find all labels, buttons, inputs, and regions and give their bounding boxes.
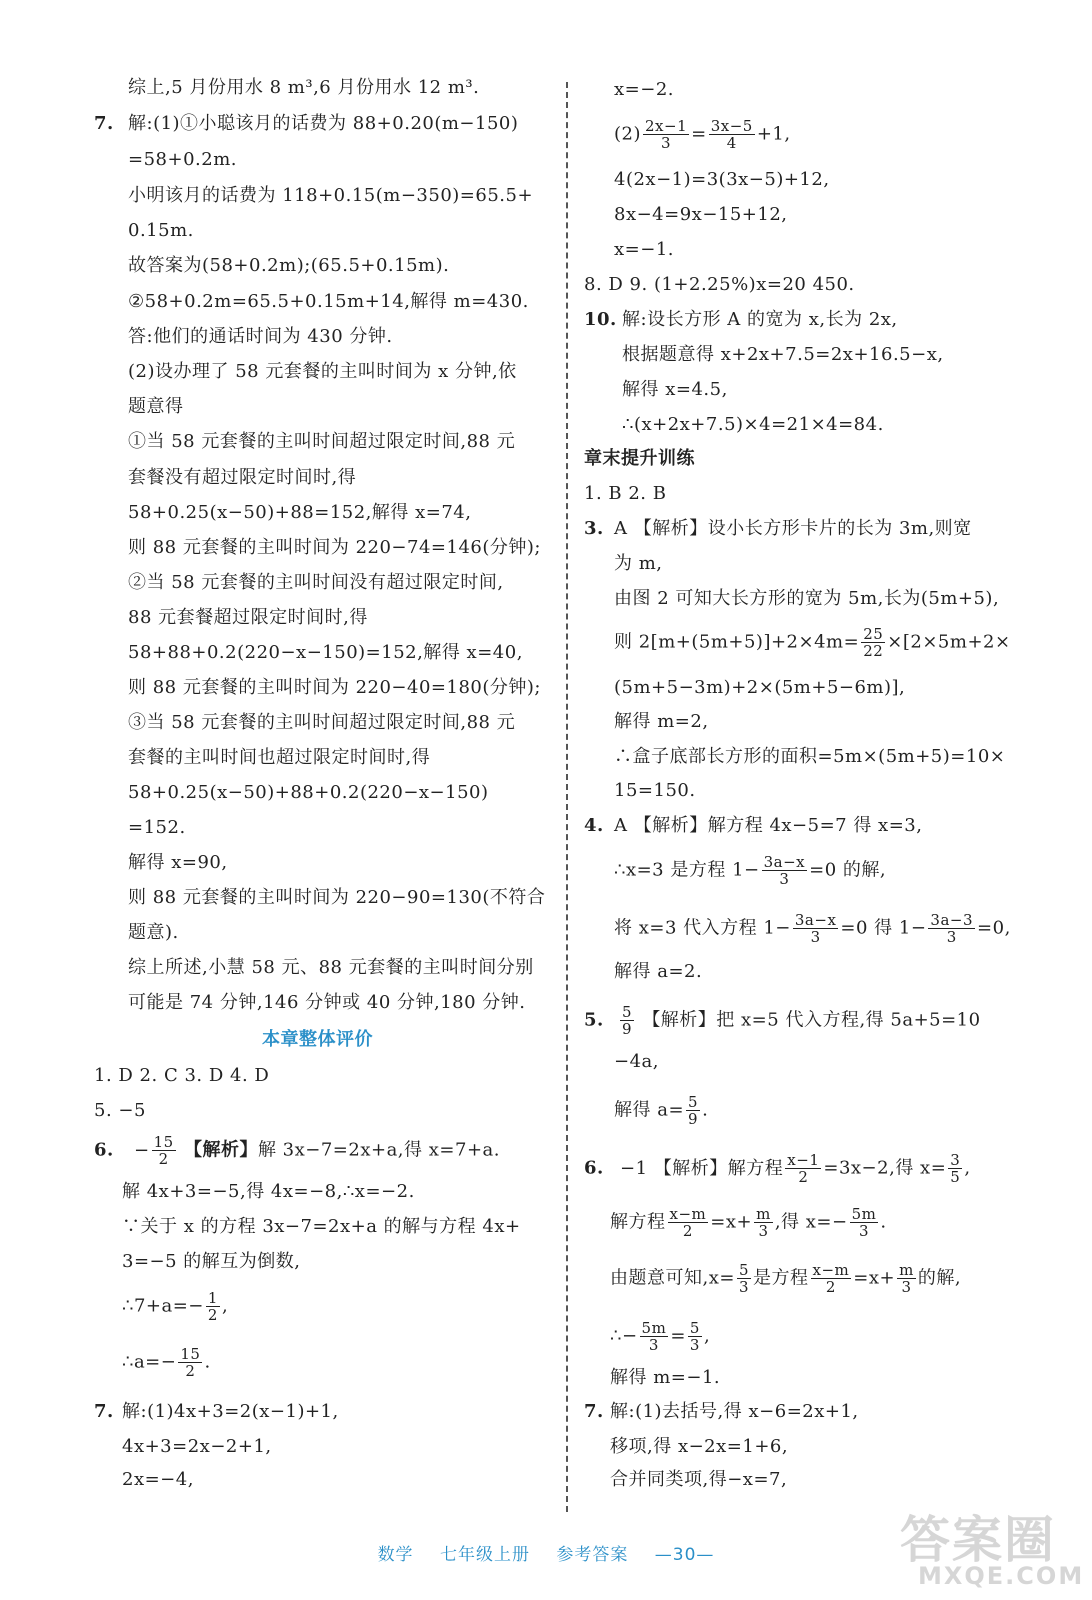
denominator: 3 bbox=[758, 1222, 769, 1240]
denominator: 3 bbox=[779, 870, 790, 888]
text-line: 15=150. bbox=[614, 780, 696, 801]
numerator: x−1 bbox=[787, 1151, 820, 1169]
text-line: 4x+3=2x−2+1, bbox=[122, 1436, 272, 1457]
text-line: 小明该月的话费为 118+0.15(m−350)=65.5+ bbox=[128, 185, 534, 206]
text-line: 题意). bbox=[128, 922, 179, 943]
fraction bbox=[861, 626, 885, 659]
equation-line bbox=[122, 1346, 211, 1379]
question-number: 5. bbox=[584, 1009, 604, 1031]
text: 的解, bbox=[917, 1267, 962, 1289]
text-line: 58+88+0.2(220−x−150)=152,解得 x=40, bbox=[128, 642, 523, 663]
text: 解得 a= bbox=[614, 1099, 685, 1121]
text: (2) bbox=[614, 123, 641, 145]
text: ∴7+a=− bbox=[122, 1295, 204, 1317]
text-line: (2)设办理了 58 元套餐的主叫时间为 x 分钟,依 bbox=[128, 361, 517, 382]
numerator: 3 bbox=[950, 1151, 961, 1169]
equation-line bbox=[610, 1206, 887, 1239]
answer-line: 1. B 2. B bbox=[584, 483, 667, 504]
text: , bbox=[964, 1157, 971, 1179]
fraction bbox=[688, 1320, 702, 1353]
text-line: −4a, bbox=[614, 1051, 659, 1072]
denominator: 3 bbox=[738, 1278, 750, 1296]
text: 解 3x−7=2x+a,得 x=7+a. bbox=[257, 1139, 500, 1161]
denominator: 22 bbox=[863, 642, 884, 660]
equation-line bbox=[610, 1262, 961, 1295]
equation-line bbox=[610, 1320, 710, 1353]
column-divider bbox=[566, 82, 568, 1512]
numerator: 3a−x bbox=[763, 853, 806, 871]
question-number: 6. bbox=[94, 1139, 114, 1161]
text-line: 由图 2 可知大长方形的宽为 5m,长为(5m+5), bbox=[614, 588, 1000, 609]
text: 【解析】把 x=5 代入方程,得 5a+5=10 bbox=[642, 1009, 981, 1031]
denominator: 2 bbox=[682, 1222, 693, 1240]
text: 由题意可知,x= bbox=[610, 1267, 735, 1289]
fraction bbox=[850, 1206, 879, 1239]
answer-line bbox=[94, 1134, 500, 1167]
page-number: —30— bbox=[654, 1545, 715, 1565]
denominator: 3 bbox=[810, 928, 821, 946]
text: ∴− bbox=[610, 1325, 638, 1347]
denominator: 3 bbox=[661, 134, 672, 152]
footer-subject: 数学 bbox=[377, 1545, 414, 1565]
text: = bbox=[691, 123, 707, 145]
equation-line bbox=[614, 854, 886, 887]
text: =0 得 1− bbox=[840, 917, 927, 939]
fraction bbox=[178, 1346, 202, 1379]
text: , bbox=[703, 1325, 711, 1347]
denominator: 3 bbox=[648, 1336, 659, 1354]
denominator: 2 bbox=[185, 1362, 196, 1380]
fraction bbox=[762, 854, 808, 887]
numerator: 25 bbox=[863, 625, 884, 643]
question-number: 6. bbox=[584, 1157, 604, 1179]
text-line: 为 m, bbox=[614, 553, 663, 574]
numerator: 1 bbox=[207, 1289, 218, 1307]
numerator: x−m bbox=[812, 1261, 850, 1279]
text-line: =152. bbox=[128, 817, 186, 838]
text-line: 根据题意得 x+2x+7.5=2x+16.5−x, bbox=[622, 344, 944, 365]
fraction bbox=[948, 1152, 962, 1185]
equation-line bbox=[614, 118, 791, 151]
text-line: 套餐的主叫时间也超过限定时间时,得 bbox=[128, 747, 431, 768]
denominator: 2 bbox=[158, 1150, 169, 1168]
text-line: 解:(1)①小聪该月的话费为 88+0.20(m−150) bbox=[128, 113, 519, 134]
text-line: 可能是 74 分钟,146 分钟或 40 分钟,180 分钟. bbox=[128, 992, 526, 1013]
numerator: 3x−5 bbox=[710, 117, 753, 135]
text: ,得 x=− bbox=[774, 1211, 848, 1233]
section-heading: 章末提升训练 bbox=[584, 448, 695, 469]
equation-line bbox=[614, 1094, 708, 1127]
text: 是方程 bbox=[753, 1267, 809, 1289]
text: . bbox=[702, 1099, 709, 1121]
text-line: A 【解析】解方程 4x−5=7 得 x=3, bbox=[614, 815, 923, 836]
answer-line: 8. D 9. (1+2.25%)x=20 450. bbox=[584, 274, 855, 295]
footer-grade: 七年级上册 bbox=[439, 1545, 530, 1565]
text-line: ②58+0.2m=65.5+0.15m+14,解得 m=430. bbox=[128, 291, 529, 312]
text-line: 解:(1)4x+3=2(x−1)+1, bbox=[122, 1401, 339, 1422]
text-line: 2x=−4, bbox=[122, 1469, 194, 1490]
numerator: 15 bbox=[153, 1133, 174, 1151]
text-line: 0.15m. bbox=[128, 220, 194, 241]
fraction bbox=[928, 912, 975, 945]
text-line: 移项,得 x−2x=1+6, bbox=[610, 1436, 789, 1457]
denominator: 2 bbox=[798, 1168, 809, 1186]
numerator: 3a−x bbox=[794, 911, 837, 929]
watermark-text: 答案圈 bbox=[900, 1511, 1056, 1569]
fraction bbox=[686, 1094, 700, 1127]
text: =x+ bbox=[710, 1211, 753, 1233]
text: =0 的解, bbox=[809, 859, 887, 881]
denominator: 4 bbox=[726, 134, 737, 152]
numerator: 2x−1 bbox=[645, 117, 688, 135]
numerator: 5 bbox=[688, 1093, 699, 1111]
text-line: 综上所述,小慧 58 元、88 元套餐的主叫时间分别 bbox=[128, 957, 534, 978]
fraction bbox=[640, 1320, 669, 1353]
question-number: 7. bbox=[94, 1401, 114, 1422]
text-line: x=−2. bbox=[614, 79, 674, 100]
equation-line bbox=[614, 626, 1011, 659]
text: ×[2×5m+2× bbox=[887, 631, 1011, 653]
text-line: 58+0.25(x−50)+88+0.2(220−x−150) bbox=[128, 782, 489, 803]
numerator: 15 bbox=[180, 1345, 201, 1363]
text-line: 合并同类项,得−x=7, bbox=[610, 1469, 788, 1490]
text-line: 则 88 元套餐的主叫时间为 220−40=180(分钟); bbox=[128, 677, 541, 698]
text-line: 则 88 元套餐的主叫时间为 220−74=146(分钟); bbox=[128, 537, 541, 558]
text: . bbox=[880, 1211, 887, 1233]
fraction bbox=[643, 118, 689, 151]
numerator: x−m bbox=[669, 1205, 707, 1223]
numerator: m bbox=[756, 1205, 771, 1223]
fraction bbox=[668, 1206, 709, 1239]
text: , bbox=[221, 1295, 229, 1317]
denominator: 9 bbox=[688, 1110, 699, 1128]
denominator: 3 bbox=[901, 1278, 912, 1296]
fraction bbox=[620, 1004, 634, 1037]
text-line: 解 4x+3=−5,得 4x=−8,∴x=−2. bbox=[122, 1181, 415, 1202]
watermark-url: MXQE.COM bbox=[918, 1562, 1085, 1590]
text-line: 解得 x=90, bbox=[128, 852, 228, 873]
numerator: 5 bbox=[622, 1003, 633, 1021]
fraction bbox=[793, 912, 839, 945]
text-line: ③当 58 元套餐的主叫时间超过限定时间,88 元 bbox=[128, 712, 516, 733]
text-line: A 【解析】设小长方形卡片的长为 3m,则宽 bbox=[614, 518, 972, 539]
text-line: 解得 x=4.5, bbox=[622, 379, 728, 400]
equation-line bbox=[614, 912, 1011, 945]
text: ∴a=− bbox=[122, 1351, 177, 1373]
denominator: 5 bbox=[950, 1168, 961, 1186]
text: −1 【解析】解方程 bbox=[620, 1157, 784, 1179]
text-line: 解:(1)去括号,得 x−6=2x+1, bbox=[610, 1401, 859, 1422]
fraction bbox=[709, 118, 755, 151]
fraction bbox=[897, 1262, 916, 1295]
text-line: ∴盒子底部长方形的面积=5m×(5m+5)=10× bbox=[614, 746, 1006, 767]
numerator: 5 bbox=[738, 1261, 750, 1279]
text-line: 题意得 bbox=[128, 396, 184, 417]
text-line: 4(2x−1)=3(3x−5)+12, bbox=[614, 169, 830, 190]
section-heading: 本章整体评价 bbox=[262, 1029, 373, 1050]
text-line: 8x−4=9x−15+12, bbox=[614, 204, 788, 225]
numerator: 5m bbox=[641, 1319, 667, 1337]
text: 则 2[m+(5m+5)]+2×4m= bbox=[614, 631, 860, 653]
text-line: ①当 58 元套餐的主叫时间超过限定时间,88 元 bbox=[128, 431, 516, 452]
denominator: 3 bbox=[689, 1336, 700, 1354]
text-line: 解:设长方形 A 的宽为 x,长为 2x, bbox=[622, 309, 898, 330]
text: =x+ bbox=[853, 1267, 896, 1289]
text-line: 综上,5 月份用水 8 m³,6 月份用水 12 m³. bbox=[128, 77, 480, 98]
text-line: (5m+5−3m)+2×(5m+5−6m)], bbox=[614, 677, 906, 698]
text-line: 故答案为(58+0.2m);(65.5+0.15m). bbox=[128, 255, 450, 276]
numerator: 3a−3 bbox=[930, 911, 974, 929]
text-line: 88 元套餐超过限定时间时,得 bbox=[128, 607, 368, 628]
question-number: 3. bbox=[584, 518, 604, 539]
question-number: 4. bbox=[584, 815, 604, 836]
text: = bbox=[670, 1325, 686, 1347]
text-line: ②当 58 元套餐的主叫时间没有超过限定时间, bbox=[128, 572, 504, 593]
text-line: 解得 m=2, bbox=[614, 711, 709, 732]
equation-line bbox=[584, 1152, 971, 1185]
denominator: 9 bbox=[622, 1020, 633, 1038]
denominator: 3 bbox=[946, 928, 957, 946]
text-line: 套餐没有超过限定时间时,得 bbox=[128, 467, 357, 488]
sign: − bbox=[134, 1139, 150, 1161]
text-line: ∴(x+2x+7.5)×4=21×4=84. bbox=[622, 414, 884, 435]
denominator: 2 bbox=[825, 1278, 836, 1296]
denominator: 3 bbox=[858, 1222, 869, 1240]
footer-label: 参考答案 bbox=[556, 1545, 629, 1565]
question-number: 10. bbox=[584, 309, 617, 330]
answer-line: 1. D 2. C 3. D 4. D bbox=[94, 1065, 270, 1086]
fraction bbox=[754, 1206, 773, 1239]
text-line: 58+0.25(x−50)+88=152,解得 x=74, bbox=[128, 502, 472, 523]
text: 将 x=3 代入方程 1− bbox=[614, 917, 791, 939]
text-line: 解得 m=−1. bbox=[610, 1367, 721, 1388]
text-line: 3=−5 的解互为倒数, bbox=[122, 1251, 301, 1272]
fraction bbox=[737, 1262, 751, 1295]
analysis-tag: 【解析】 bbox=[183, 1139, 258, 1161]
text: =0, bbox=[977, 917, 1011, 939]
fraction bbox=[811, 1262, 852, 1295]
numerator: 5 bbox=[689, 1319, 700, 1337]
fraction bbox=[152, 1134, 176, 1167]
text: =3x−2,得 x= bbox=[823, 1157, 947, 1179]
text-line: x=−1. bbox=[614, 239, 674, 260]
text-line: =58+0.2m. bbox=[128, 149, 237, 170]
text-line: 答:他们的通话时间为 430 分钟. bbox=[128, 326, 393, 347]
equation-line bbox=[584, 1004, 981, 1037]
text-line: ∵关于 x 的方程 3x−7=2x+a 的解与方程 4x+ bbox=[122, 1216, 521, 1237]
text: 解方程 bbox=[610, 1211, 666, 1233]
text-line: 则 88 元套餐的主叫时间为 220−90=130(不符合 bbox=[128, 887, 546, 908]
fraction bbox=[785, 1152, 821, 1185]
numerator: 5m bbox=[851, 1205, 877, 1223]
text-line: 解得 a=2. bbox=[614, 961, 703, 982]
text: ∴x=3 是方程 1− bbox=[614, 859, 760, 881]
answer-line: 5. −5 bbox=[94, 1100, 146, 1121]
numerator: m bbox=[899, 1261, 914, 1279]
equation-line bbox=[122, 1290, 228, 1323]
text: +1, bbox=[756, 123, 791, 145]
denominator: 2 bbox=[207, 1306, 218, 1324]
question-number: 7. bbox=[584, 1401, 604, 1422]
text: . bbox=[204, 1351, 211, 1373]
question-number: 7. bbox=[94, 113, 114, 134]
watermark-logo bbox=[900, 1500, 1085, 1595]
fraction bbox=[206, 1290, 220, 1323]
